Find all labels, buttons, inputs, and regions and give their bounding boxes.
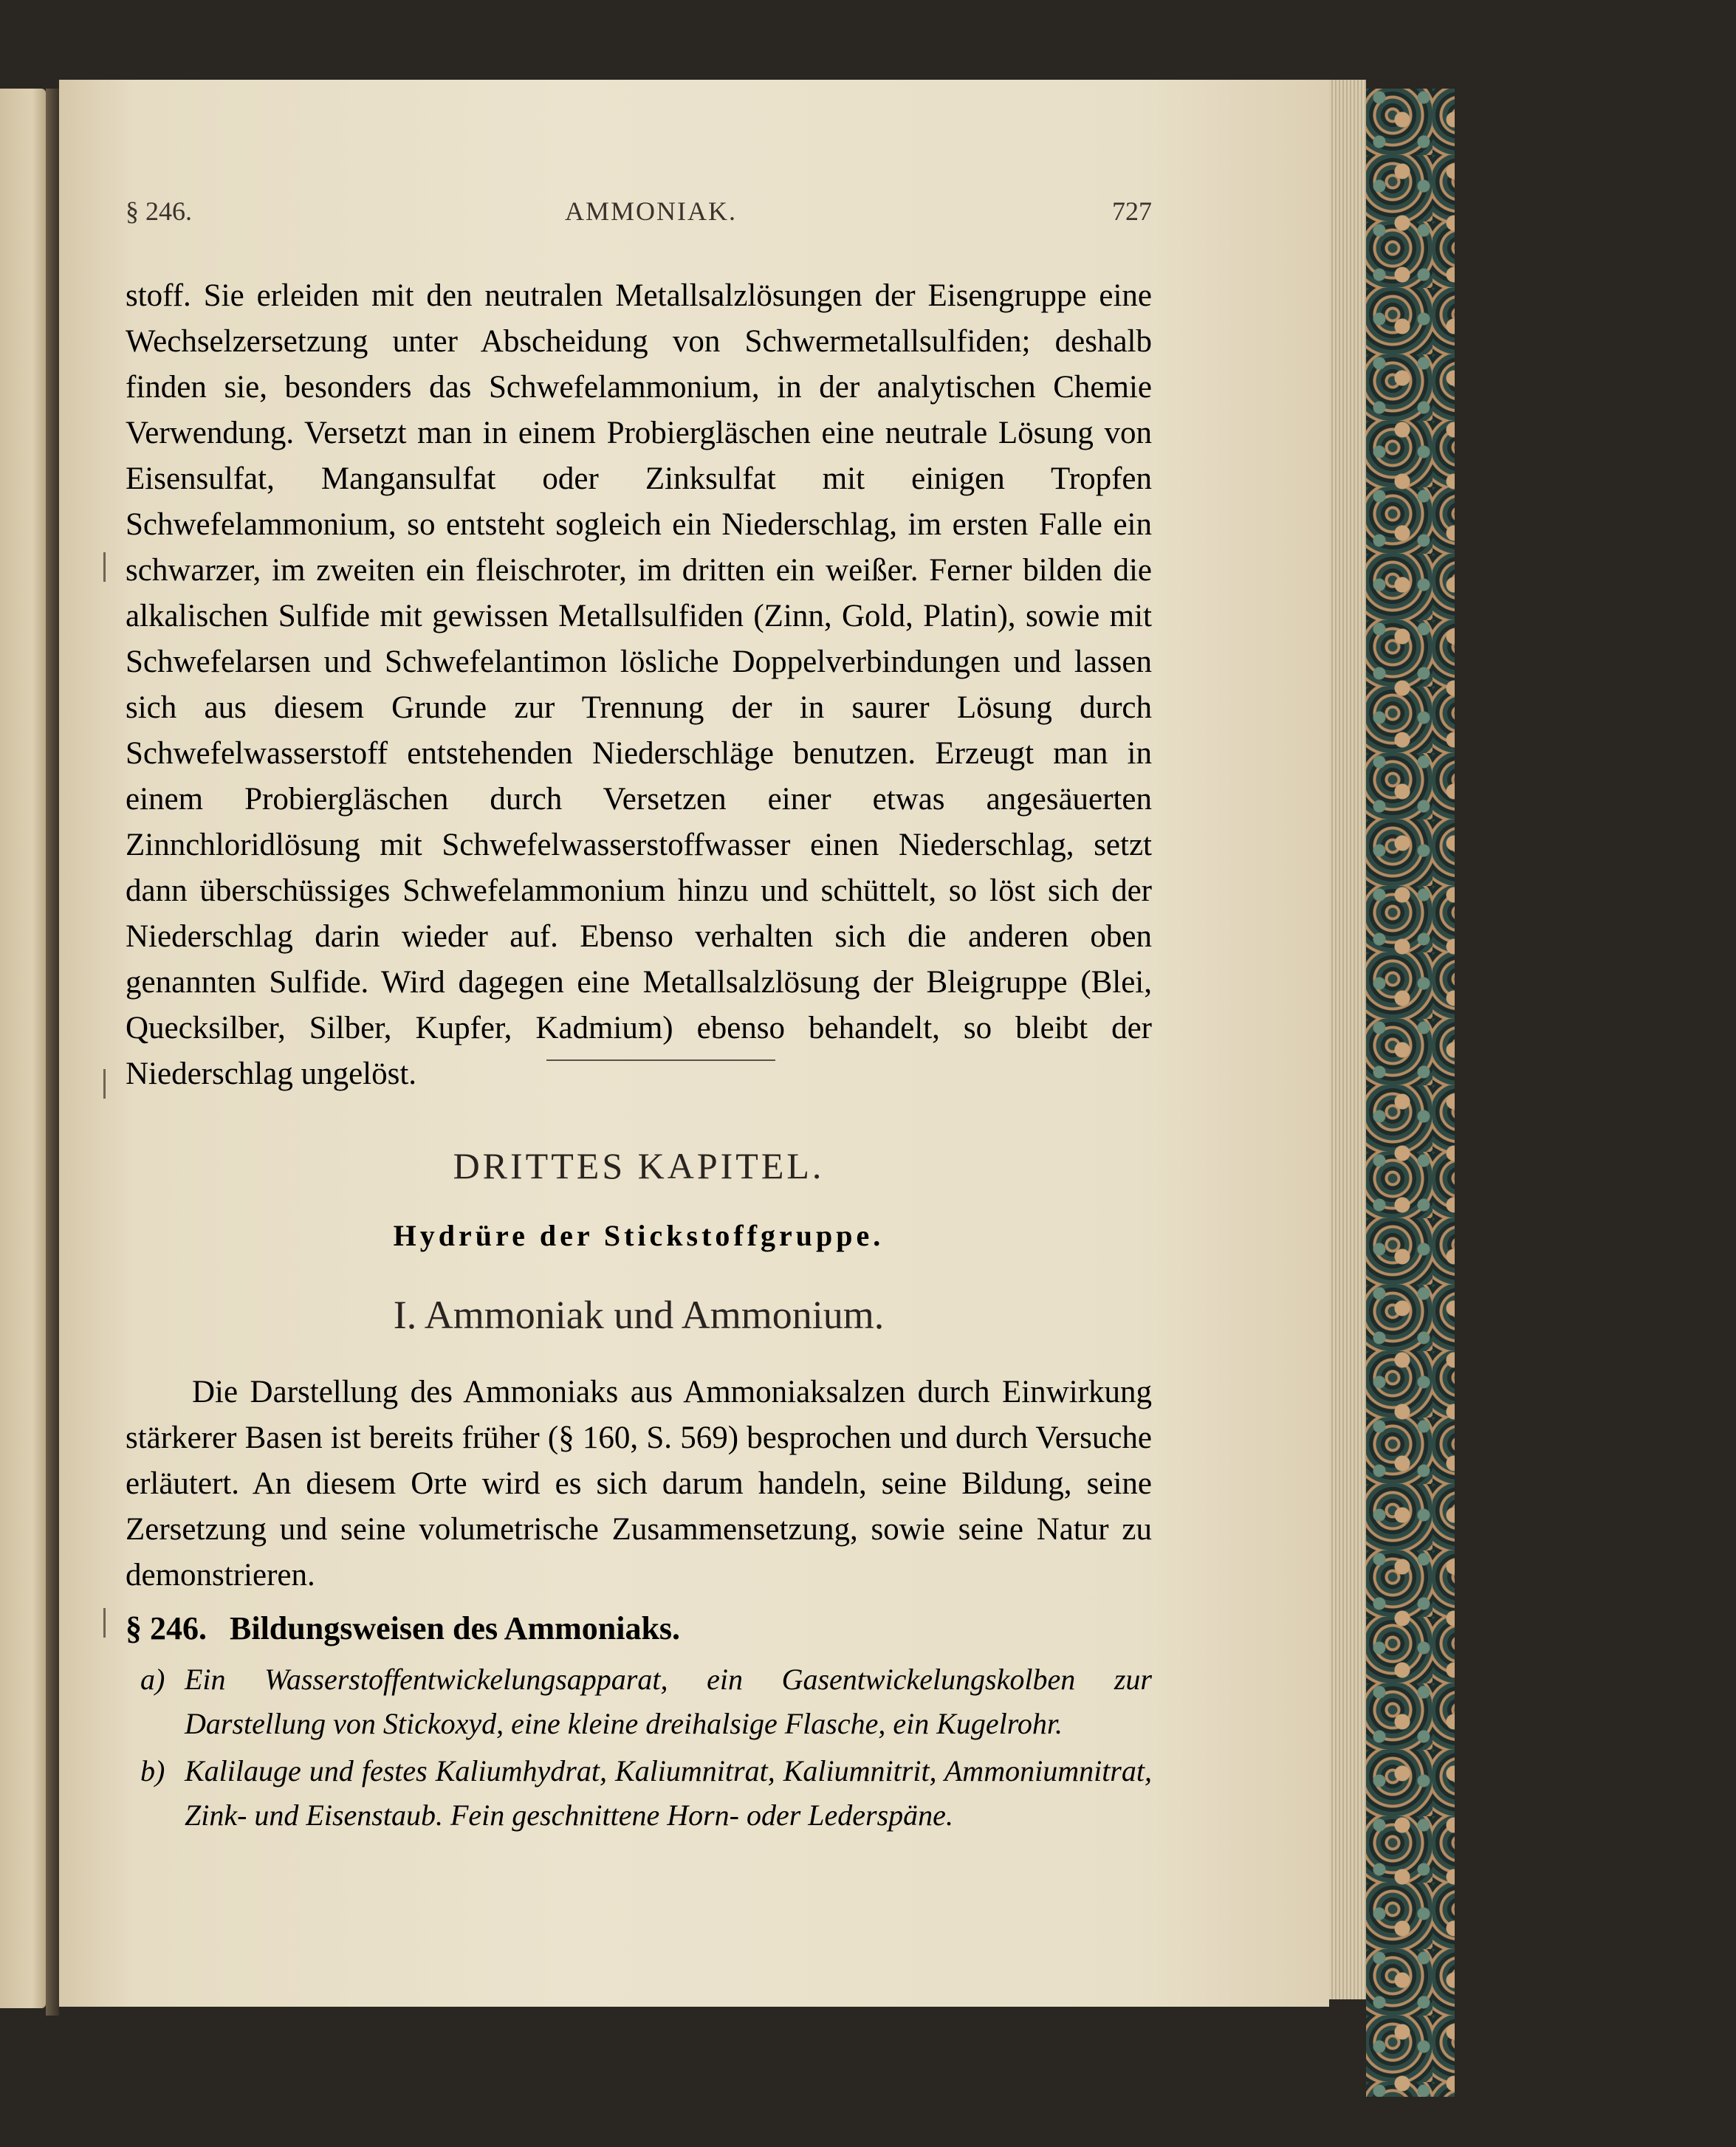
item-label: a) xyxy=(140,1663,165,1696)
item-text: Kalilauge und festes Kaliumhydrat, Kaliumnitrat, Kaliumnitrit, Ammoniumnitrat, Zink- und Eisenstaub. Fein geschnittene Horn- oder Lederspäne. xyxy=(185,1754,1152,1832)
section-heading xyxy=(126,1610,680,1647)
marbled-cover xyxy=(1366,89,1455,2097)
left-page-edge xyxy=(0,89,46,2008)
header-title: AMMONIAK. xyxy=(565,196,737,226)
margin-mark xyxy=(103,1069,106,1099)
page-number: 727 xyxy=(1112,196,1152,226)
section-divider xyxy=(546,1059,775,1061)
book-gutter xyxy=(46,89,59,2016)
running-head xyxy=(126,196,1152,240)
item-text: Ein Wasserstoffentwickelungsapparat, ein Gasentwickelungskolben zur Darstellung von Stickoxyd, eine kleine dreihalsige Flasche, ein Kugelrohr. xyxy=(185,1663,1152,1740)
body-paragraph: stoff. Sie erleiden mit den neutralen Metallsalzlösungen der Eisengruppe eine Wechselzersetzung unter Abscheidung von Schwermetallsulfiden; deshalb finden sie, besonders das Schwefelammonium, in der analytischen Chemie Verwendung. Versetzt man in einem Probiergläschen eine neutrale Lösung von Eisensulfat, Mangansulfat oder Zinksulfat mit einigen Tropfen Schwefelammonium, so entsteht sogleich ein Niederschlag, im ersten Falle ein schwarzer, im zweiten ein fleischroter, im dritten ein weißer. Ferner bilden die alkalischen Sulfide mit gewissen Metallsulfiden (Zinn, Gold, Platin), sowie mit Schwefelarsen und Schwefelantimon lösliche Doppelverbindungen und lassen sich aus diesem Grunde zur Trennung der in saurer Lösung durch Schwefelwasserstoff entstehenden Niederschläge benutzen. Erzeugt man in einem Probiergläschen durch Versetzen einer etwas angesäuerten Zinnchloridlösung mit Schwefelwasserstoffwasser einen Niederschlag, setzt dann überschüssiges Schwefelammonium hinzu und schüttelt, so löst sich der Niederschlag darin wieder auf. Ebenso verhalten sich die anderen oben genannten Sulfide. Wird dagegen eine Metallsalzlösung der Bleigruppe (Blei, Quecksilber, Silber, Kupfer, Kadmium) ebenso behandelt, so bleibt der Niederschlag ungelöst. xyxy=(126,278,1152,1091)
chapter-subtitle: Hydrüre der Stickstoffgruppe. xyxy=(393,1219,885,1252)
list-item xyxy=(126,1658,1152,1746)
section-title: I. Ammoniak und Ammonium. xyxy=(393,1293,885,1337)
materials-list xyxy=(126,1658,1152,1841)
margin-mark xyxy=(103,1608,106,1638)
item-label: b) xyxy=(140,1754,165,1787)
chapter-title: DRITTES KAPITEL. xyxy=(453,1145,825,1186)
header-section: § 246. xyxy=(126,196,192,226)
margin-mark xyxy=(103,552,106,582)
section-heading-text: Bildungsweisen des Ammoniaks. xyxy=(230,1610,681,1646)
section-number: § 246. xyxy=(126,1610,207,1646)
list-item xyxy=(126,1749,1152,1838)
intro-paragraph: Die Darstellung des Ammoniaks aus Ammoniaksalzen durch Einwirkung stärkerer Basen ist bereits früher (§ 160, S. 569) besprochen und durch Versuche erläutert. An diesem Orte wird es sich darum handeln, seine Bildung, seine Zersetzung und seine volumetrische Zusammensetzung, sowie seine Natur zu demonstrieren. xyxy=(126,1375,1152,1593)
